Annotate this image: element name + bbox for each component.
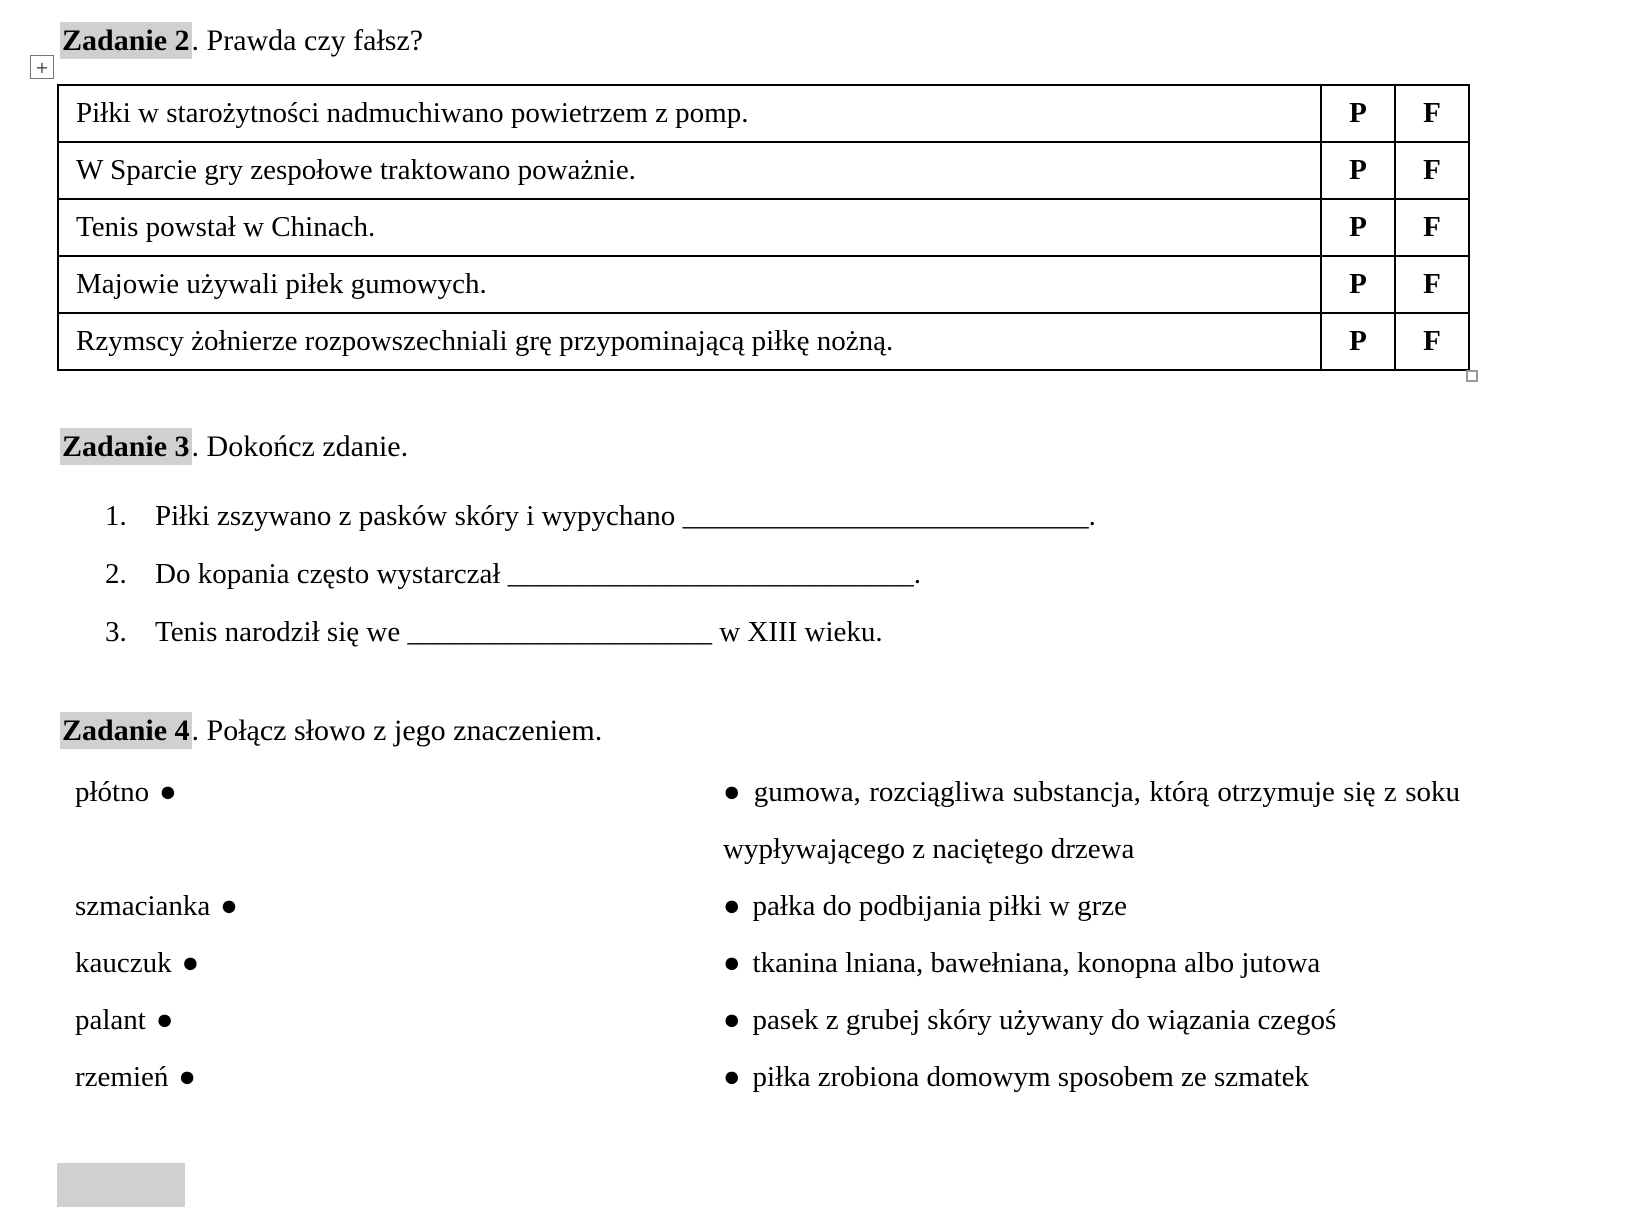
task3-heading-label: Zadanie 3 bbox=[62, 430, 190, 463]
match-word: palant bbox=[75, 1004, 146, 1036]
list-number: 1. bbox=[105, 499, 127, 532]
match-word-cell bbox=[75, 1049, 723, 1106]
match-word-cell bbox=[75, 935, 723, 992]
bullet-connector[interactable]: ● bbox=[159, 776, 177, 808]
statement-cell: W Sparcie gry zespołowe traktowano poważnie. bbox=[58, 142, 1321, 199]
statement-cell: Majowie używali piłek gumowych. bbox=[58, 256, 1321, 313]
list-number: 3. bbox=[105, 615, 127, 648]
f-cell[interactable]: F bbox=[1395, 85, 1469, 142]
list-item bbox=[105, 603, 1096, 661]
task2-heading bbox=[60, 24, 423, 58]
list-item bbox=[105, 487, 1096, 545]
match-row bbox=[75, 992, 1465, 1049]
bullet-connector[interactable]: ● bbox=[155, 1004, 174, 1036]
match-row bbox=[75, 935, 1465, 992]
match-definition-cell bbox=[723, 764, 1460, 878]
table-move-handle-icon[interactable] bbox=[30, 55, 54, 79]
match-row bbox=[75, 1049, 1465, 1106]
task4-heading-label: Zadanie 4 bbox=[62, 714, 190, 747]
task2-heading-label: Zadanie 2 bbox=[62, 24, 190, 57]
fill-in-blank[interactable]: _____________________ bbox=[407, 615, 712, 648]
table-row bbox=[58, 142, 1469, 199]
bullet-connector[interactable]: ● bbox=[181, 947, 200, 979]
task4-heading bbox=[60, 714, 602, 748]
match-word: rzemień bbox=[75, 1061, 169, 1093]
match-definition: piłka zrobiona domowym sposobem ze szmatek bbox=[752, 1061, 1310, 1093]
match-row bbox=[75, 764, 1465, 878]
f-cell[interactable]: F bbox=[1395, 256, 1469, 313]
sentence-text: Tenis narodził się we bbox=[155, 615, 408, 648]
p-cell[interactable]: P bbox=[1321, 199, 1395, 256]
statement-cell: Rzymscy żołnierze rozpowszechniali grę przypominającą piłkę nożną. bbox=[58, 313, 1321, 370]
statement-cell: Tenis powstał w Chinach. bbox=[58, 199, 1321, 256]
match-word-cell bbox=[75, 992, 723, 1049]
match-word: kauczuk bbox=[75, 947, 172, 979]
task3-heading-text: . Dokończ zdanie. bbox=[191, 430, 409, 463]
move-cross-icon: + bbox=[35, 57, 49, 77]
task3-heading bbox=[60, 430, 408, 464]
table-row bbox=[58, 313, 1469, 370]
list-number: 2. bbox=[105, 557, 127, 590]
highlight-fragment bbox=[57, 1163, 185, 1207]
match-row bbox=[75, 878, 1465, 935]
fill-in-blank[interactable]: ____________________________ bbox=[682, 499, 1089, 532]
sentence-suffix: . bbox=[913, 557, 921, 590]
match-definition-cell bbox=[723, 878, 1460, 935]
match-definition-cell bbox=[723, 992, 1460, 1049]
table-row bbox=[58, 199, 1469, 256]
f-cell[interactable]: F bbox=[1395, 199, 1469, 256]
bullet-connector[interactable]: ● bbox=[723, 1004, 741, 1036]
table-row bbox=[58, 85, 1469, 142]
f-cell[interactable]: F bbox=[1395, 142, 1469, 199]
match-word-cell bbox=[75, 878, 723, 935]
sentence-text: Do kopania często wystarczał bbox=[155, 557, 508, 590]
table-resize-handle[interactable] bbox=[1466, 370, 1478, 382]
f-cell[interactable]: F bbox=[1395, 313, 1469, 370]
true-false-table bbox=[57, 84, 1470, 371]
bullet-connector[interactable]: ● bbox=[178, 1061, 196, 1093]
statement-cell: Piłki w starożytności nadmuchiwano powietrzem z pomp. bbox=[58, 85, 1321, 142]
sentence-text: Piłki zszywano z pasków skóry i wypychano bbox=[155, 499, 683, 532]
p-cell[interactable]: P bbox=[1321, 85, 1395, 142]
task3-list bbox=[105, 487, 1096, 661]
sentence-suffix: w XIII wieku. bbox=[711, 615, 883, 648]
sentence-suffix: . bbox=[1088, 499, 1096, 532]
match-word: szmacianka bbox=[75, 890, 211, 922]
p-cell[interactable]: P bbox=[1321, 313, 1395, 370]
match-definition-cell bbox=[723, 935, 1460, 992]
matching-exercise bbox=[75, 764, 1465, 1106]
bullet-connector[interactable]: ● bbox=[723, 776, 742, 808]
match-definition: gumowa, rozciągliwa substancja, którą otrzymuje się z soku wypływającego z naciętego drzewa bbox=[723, 776, 1460, 865]
match-definition: pasek z grubej skóry używany do wiązania czegoś bbox=[752, 1004, 1337, 1036]
match-definition-cell bbox=[723, 1049, 1460, 1106]
bullet-connector[interactable]: ● bbox=[723, 890, 741, 922]
p-cell[interactable]: P bbox=[1321, 256, 1395, 313]
bullet-connector[interactable]: ● bbox=[220, 890, 238, 922]
list-item bbox=[105, 545, 1096, 603]
match-word-cell bbox=[75, 764, 723, 821]
p-cell[interactable]: P bbox=[1321, 142, 1395, 199]
match-definition: pałka do podbijania piłki w grze bbox=[752, 890, 1128, 922]
table-row bbox=[58, 256, 1469, 313]
task2-heading-text: . Prawda czy fałsz? bbox=[191, 24, 424, 57]
bullet-connector[interactable]: ● bbox=[723, 947, 741, 979]
match-word: płótno bbox=[75, 776, 150, 808]
task4-heading-text: . Połącz słowo z jego znaczeniem. bbox=[191, 714, 603, 747]
match-definition: tkanina lniana, bawełniana, konopna albo jutowa bbox=[752, 947, 1321, 979]
fill-in-blank[interactable]: ____________________________ bbox=[507, 557, 914, 590]
bullet-connector[interactable]: ● bbox=[723, 1061, 741, 1093]
